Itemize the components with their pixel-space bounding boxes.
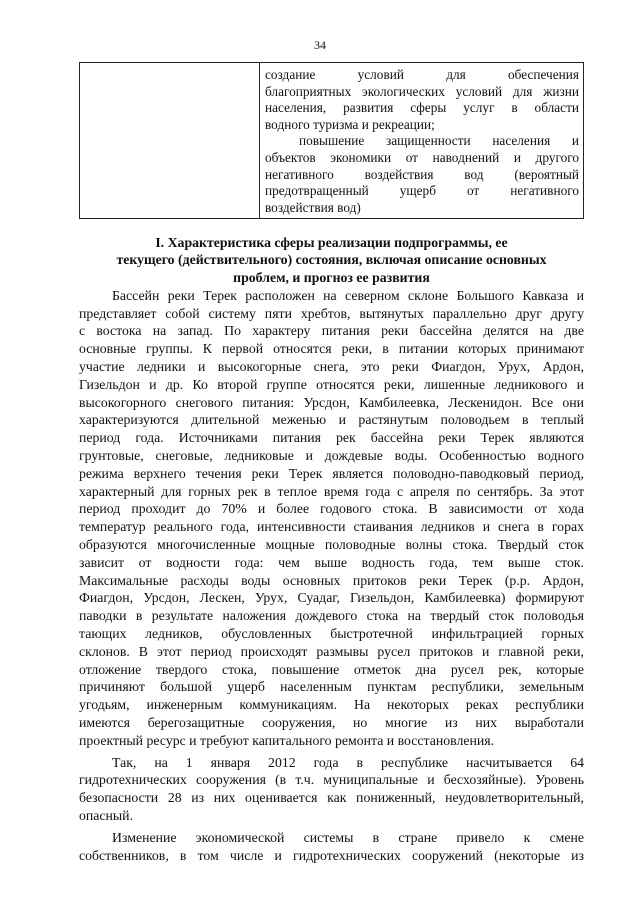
table-text-line: населения, развития сферы услуг в области — [265, 100, 579, 116]
text-line: Так, на 1 января 2012 года в республике насчитывается 64 — [112, 754, 584, 770]
table-text-line: создание условий для обеспечения — [265, 67, 579, 82]
text-line: с востока на запад. По характеру питания реки бассейна делятся на две — [79, 323, 584, 339]
text-line: причиняют большой ущерб населенным пунктам республики, земельным — [79, 679, 584, 695]
table-text-line: водного туризма и рекреации; — [265, 116, 435, 132]
text-line: характеризуются длительной меженью и растянутым половодьем в теплый — [79, 412, 584, 428]
table-text-line: предотвращенный ущерб от негативного — [265, 183, 579, 199]
table-cell-left — [80, 63, 260, 219]
text-line: Бассейн реки Терек расположен на северном склоне Большого Кавказа и — [112, 287, 584, 303]
text-line: проектный ресурс и требуют капитального ремонта и восстановления. — [79, 732, 495, 748]
text-line: температур реального года, интенсивности стаивания ледников и снега в горах — [79, 519, 584, 535]
heading-line: проблем, и прогноз ее развития — [233, 269, 430, 285]
table-row — [80, 63, 584, 219]
heading-line: I. Характеристика сферы реализации подпрограммы, ее — [155, 235, 508, 250]
text-line: характерный для горных рек в теплое время года с апреля по сентябрь. За этот — [79, 483, 584, 499]
paragraph — [79, 754, 584, 825]
goals-table — [79, 62, 584, 219]
text-line: имеются берегозащитные сооружения, но многие из них выработали — [79, 715, 584, 731]
text-line: угодьям, инженерным коммуникациям. На некоторых реках республики — [79, 697, 584, 713]
text-line: образуются многочисленные мощные половодные волны стока. Твердый сток — [79, 537, 584, 553]
text-line: Гизельдон и др. Ко второй группе относятся реки, лишенные ледникового и — [79, 376, 584, 392]
table-text-line: негативного воздействия вод (вероятный — [265, 166, 579, 182]
text-line: основные группы. К первой относятся реки, в питании которых принимают — [79, 341, 584, 357]
section-heading — [79, 234, 584, 286]
text-line: опасный. — [79, 808, 134, 823]
text-line: зависит от водности года: чем выше водность года, тем выше сток. — [79, 554, 584, 570]
table-text-line: воздействия вод) — [265, 199, 361, 215]
text-line: склонов. В этот период происходят размывы русел притоков и главной реки, — [79, 643, 584, 659]
table-cell-right — [260, 63, 584, 219]
text-line: Максимальные расходы воды основных притоков реки Терек (р.р. Ардон, — [79, 572, 584, 588]
text-line: высокогорного снегового питания: Урсдон, Камбилеевка, Лескенидон. Все они — [79, 394, 584, 410]
table-text-line: объектов экономики от наводнений и другого — [265, 149, 579, 165]
text-line: представляет собой систему пяти хребтов, вытянутых параллельно друг другу — [79, 305, 584, 321]
text-line: Изменение экономической системы в стране привело к смене — [112, 829, 584, 845]
text-line: период проходит до 70% и более годового стока. В зависимости от хода — [79, 501, 584, 517]
text-line: отложение твердого стока, повышение отметок дна русел рек, которые — [79, 661, 584, 677]
page-number: 34 — [314, 38, 326, 52]
text-line: собственников, в том числе и гидротехнических сооружений (некоторые из — [79, 847, 584, 863]
text-line: режима верхнего течения реки Терек является половодно-паводковый период, — [79, 465, 584, 481]
text-line: безопасности 28 из них оценивается как пониженный, неудовлетворительный, — [79, 790, 584, 806]
paragraph — [79, 287, 584, 750]
text-line: период года. Источниками питания рек бассейна реки Терек являются — [79, 430, 584, 446]
heading-line: текущего (действительного) состояния, включая описание основных — [116, 252, 547, 268]
text-line: гидротехнических сооружения (в т.ч. муниципальные и бесхозяйные). Уровень — [79, 772, 584, 788]
section-body — [79, 234, 584, 864]
text-line: Фиагдон, Урсдон, Лескен, Урух, Суадаг, Гизельдон, Камбилеевка) формируют — [79, 590, 584, 606]
paragraph — [79, 829, 584, 865]
table-text-line: повышение защищенности населения и — [299, 133, 579, 149]
text-line: грунтовые, снеговые, ледниковые и дождевые воды. Особенностью водного — [79, 448, 584, 464]
text-line: тающих ледников, обусловленных быстротечной инфильтрацией горных — [79, 626, 584, 642]
table-text-line: благоприятных экологических условий для жизни — [265, 83, 579, 99]
text-line: паводки в результате наложения дождевого стока на твердый сток половодья — [79, 608, 584, 624]
text-line: участие ледники и высокогорные снега, это реки Фиагдон, Урух, Ардон, — [79, 359, 584, 375]
